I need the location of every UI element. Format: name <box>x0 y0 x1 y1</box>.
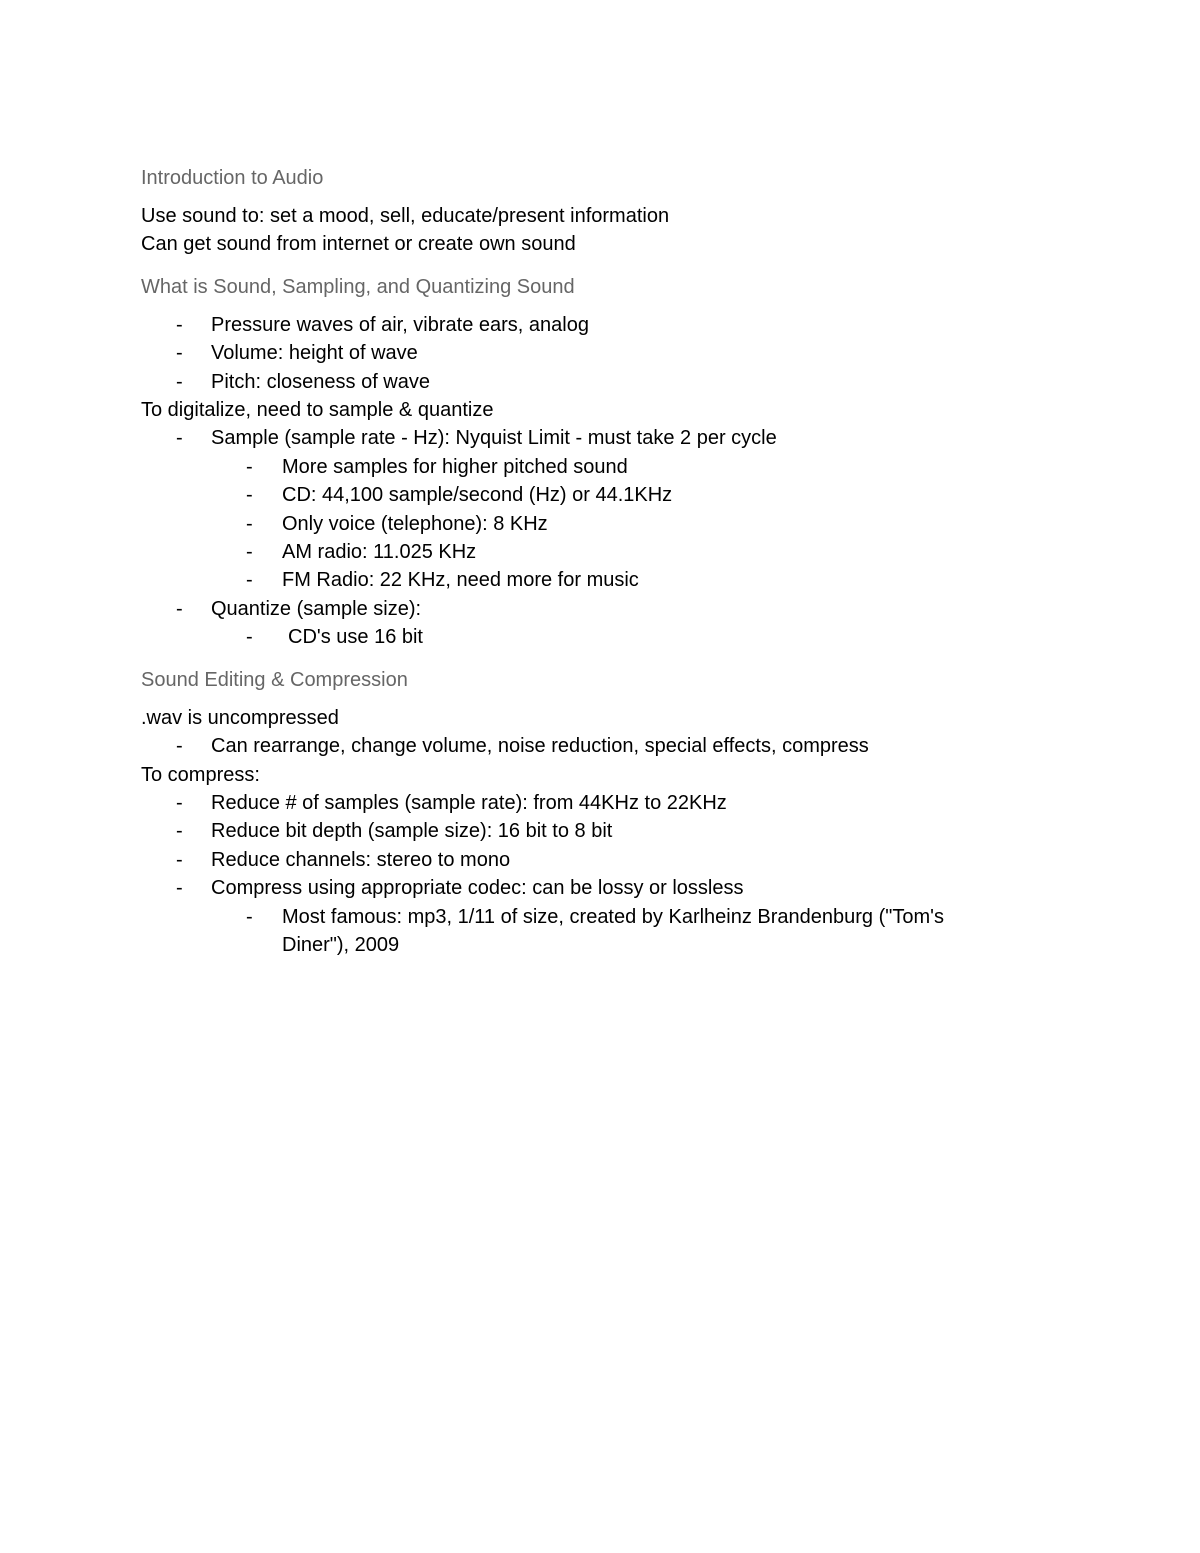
digitalize-line: To digitalize, need to sample & quantize <box>141 399 494 422</box>
list-item: - Pitch: closeness of wave <box>141 368 1041 396</box>
list-item: - Reduce channels: stereo to mono <box>141 846 1041 874</box>
list-item: - Reduce # of samples (sample rate): from 44KHz to 22KHz <box>141 789 1041 817</box>
document-page <box>141 166 1041 959</box>
bullet-dash: - <box>246 569 253 592</box>
bullet-dash: - <box>246 626 253 649</box>
bullet-dash: - <box>176 735 183 758</box>
compress-line: To compress: <box>141 763 260 786</box>
heading-editing: Sound Editing & Compression <box>141 668 408 691</box>
list-item: - Can rearrange, change volume, noise reduction, special effects, compress <box>141 732 1041 760</box>
heading-sound: What is Sound, Sampling, and Quantizing Sound <box>141 275 575 298</box>
bullet-dash: - <box>176 791 183 814</box>
list-item: - Volume: height of wave <box>141 339 1041 367</box>
heading-introduction: Introduction to Audio <box>141 167 324 189</box>
bullet-dash: - <box>176 597 183 620</box>
list-item: - Compress using appropriate codec: can be lossy or lossless <box>141 874 1041 902</box>
sub-list-item: - CD's use 16 bit <box>141 623 852 651</box>
list-item: - Quantize (sample size): <box>141 595 1041 623</box>
bullet-dash: - <box>176 427 183 450</box>
wav-line: .wav is uncompressed <box>141 706 339 729</box>
list-item: - Sample (sample rate - Hz): Nyquist Limit - must take 2 per cycle <box>141 424 1041 452</box>
sub-list-item: - More samples for higher pitched sound <box>141 453 852 481</box>
bullet-dash: - <box>246 512 253 535</box>
bullet-dash: - <box>246 905 253 928</box>
intro-line: Use sound to: set a mood, sell, educate/present information <box>141 205 670 227</box>
bullet-dash: - <box>176 342 183 365</box>
list-item: - Reduce bit depth (sample size): 16 bit to 8 bit <box>141 817 1041 845</box>
bullet-dash: - <box>176 848 183 871</box>
intro-line: Can get sound from internet or create own sound <box>141 233 576 256</box>
sub-list-item: - Most famous: mp3, 1/11 of size, created by Karlheinz Brandenburg ("Tom's Diner"), 2009 <box>141 903 852 960</box>
sub-list-item: - CD: 44,100 sample/second (Hz) or 44.1KHz <box>141 481 852 509</box>
bullet-dash: - <box>246 541 253 564</box>
bullet-dash: - <box>246 455 253 478</box>
list-item: - Pressure waves of air, vibrate ears, analog <box>141 311 1041 339</box>
sub-list-item: - FM Radio: 22 KHz, need more for music <box>141 566 852 594</box>
sub-list-item: - Only voice (telephone): 8 KHz <box>141 510 852 538</box>
bullet-dash: - <box>246 484 253 507</box>
bullet-dash: - <box>176 877 183 900</box>
sub-list-item: - AM radio: 11.025 KHz <box>141 538 852 566</box>
bullet-dash: - <box>176 820 183 843</box>
bullet-dash: - <box>176 313 183 336</box>
bullet-dash: - <box>176 370 183 393</box>
